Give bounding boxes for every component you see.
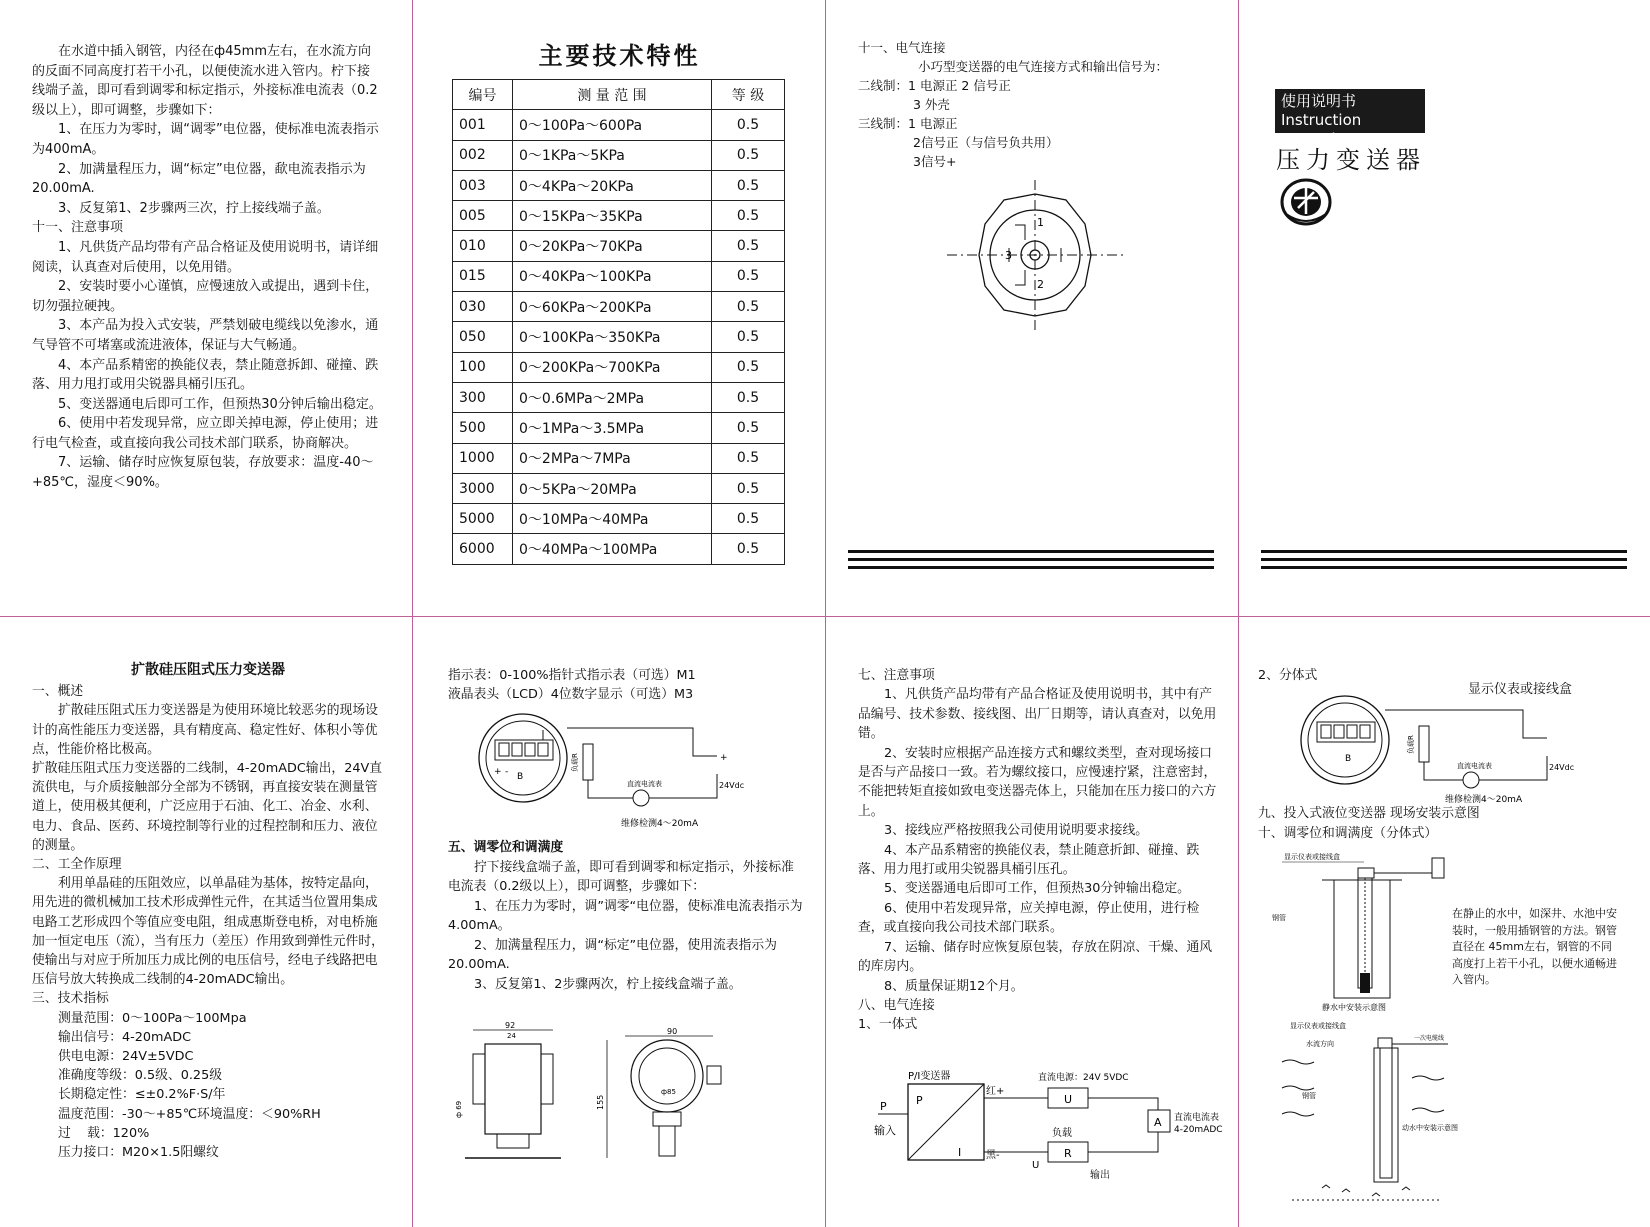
panel-spec-table — [452, 36, 787, 565]
table-row — [453, 443, 785, 473]
table-row — [453, 261, 785, 291]
step: 3、反复第1、2步骤两三次，拧上接线端子盖。 — [58, 200, 330, 216]
table-body — [453, 110, 785, 564]
section-heading: 1、一体式 — [858, 1017, 918, 1033]
fold-line — [825, 0, 826, 1227]
wiring-diagram-integral — [455, 708, 775, 828]
spec-line: 输出信号：4-20mADC — [58, 1029, 192, 1045]
voltage-u-label: U — [1032, 1160, 1040, 1171]
fold-line — [1238, 0, 1239, 1227]
dimension-label: ф85 — [661, 1088, 676, 1096]
note-item: 5、变送器通电后即可工作，但预热30分钟后输出稳定。 — [58, 396, 382, 412]
supply-u-label: U — [1064, 1093, 1073, 1106]
option-line: 指示表：0-100%指针式指示表（可选）M1 — [448, 668, 696, 683]
model-code-cell: 003 — [453, 170, 513, 200]
meter-label: 直流电流表 — [1457, 762, 1492, 770]
ammeter-label: A — [1154, 1116, 1162, 1129]
range-cell: 0～40MPa～100MPa — [513, 534, 712, 564]
output-label: I — [958, 1146, 962, 1159]
range-cell: 0～40KPa～100KPa — [513, 261, 712, 291]
note-item: 7、运输、储存时应恢复原包装，存放在阴凉、干燥、通风的库房内。 — [858, 939, 1213, 975]
table-row — [453, 504, 785, 534]
table-row — [453, 140, 785, 170]
note-item: 4、本产品系精密的换能仪表，禁止随意折卸、碰撞、跌落、用力甩打或用尖锐器具桶引压孔。 — [858, 842, 1200, 878]
section-title: 扩散硅压阻式压力变送器 — [131, 662, 285, 678]
input-label: P — [916, 1094, 923, 1107]
range-cell: 0～2MPa～7MPa — [513, 443, 712, 473]
panel-precautions — [858, 666, 1218, 1035]
column-header: 编号 — [453, 80, 513, 110]
divider — [848, 566, 1214, 569]
model-code-cell: 1000 — [453, 443, 513, 473]
range-cell: 0～1MPa～3.5MPa — [513, 413, 712, 443]
input-caption: 输入 — [874, 1124, 896, 1137]
red-wire-label: 红+ — [986, 1086, 1005, 1097]
spec-line: 压力接口：M20×1.5阳螺纹 — [58, 1145, 219, 1161]
manual-title-cn: 使用说明书 — [1281, 92, 1357, 110]
grade-cell: 0.5 — [712, 322, 785, 352]
table-row — [453, 534, 785, 564]
section-heading: 二、工全作原理 — [32, 857, 122, 873]
calibration-block — [448, 838, 806, 994]
model-code-cell: 002 — [453, 140, 513, 170]
model-code-cell: 050 — [453, 322, 513, 352]
column-header: 等 级 — [712, 80, 785, 110]
supply-label: 24Vdc — [719, 781, 745, 790]
load-label: 负载 — [1052, 1128, 1072, 1139]
section-heading: 十一、注意事项 — [32, 220, 124, 236]
pin-label: 2 — [1037, 278, 1044, 291]
terminal-minus: - — [505, 767, 509, 777]
figure-label: 钢管 — [1302, 1092, 1316, 1100]
manual-title-en: Instruction Manual — [1281, 111, 1362, 148]
model-code-cell: 5000 — [453, 504, 513, 534]
grade-cell: 0.5 — [712, 534, 785, 564]
grade-cell: 0.5 — [712, 352, 785, 382]
step: 2、加满量程压力，调“标定”电位器，使用流表指示为20.00mA. — [448, 937, 777, 972]
pin-label: 1 — [1037, 216, 1044, 229]
note-item: 1、凡供货产品均带有产品合格证及使用说明书，请详细阅读，认真查对后使用，以免用错。 — [32, 239, 379, 275]
spec-line: 准确度等级：0.5级、0.25级 — [58, 1068, 223, 1084]
table-row — [453, 473, 785, 503]
section-heading: 一、概述 — [32, 684, 84, 700]
wiring-text: 2信号正（与信号负共用） — [913, 135, 1059, 150]
fold-line — [412, 0, 413, 1227]
manual-title-box — [1275, 89, 1425, 148]
model-code-cell: 3000 — [453, 473, 513, 503]
spec-line: 长期稳定性：≤±0.2%F·S/年 — [58, 1087, 226, 1103]
grade-cell: 0.5 — [712, 473, 785, 503]
grade-cell: 0.5 — [712, 443, 785, 473]
dimension-label: 24 — [507, 1032, 516, 1040]
range-cell: 0～1KPa～5KPa — [513, 140, 712, 170]
section-heading: 十、调零位和调满度（分体式） — [1258, 826, 1438, 841]
model-code-cell: 010 — [453, 231, 513, 261]
figure-label: 显示仪表或接线盒 — [1284, 853, 1340, 861]
load-label: 负载R — [571, 753, 579, 772]
spec-line: 测量范围：0～100Pa～100Mpa — [58, 1010, 247, 1026]
pin-label: 3 — [1005, 249, 1012, 262]
transmitter-label: P/I变送器 — [908, 1071, 951, 1082]
step: 3、反复第1、2步骤两次，柠上接线盒端子盖。 — [474, 976, 742, 992]
install-headings — [1258, 804, 1618, 844]
table-row — [453, 110, 785, 140]
spec-table — [452, 79, 785, 565]
figure-label: 钢管 — [1272, 914, 1286, 922]
range-cell: 0～15KPa～35KPa — [513, 201, 712, 231]
paragraph: 拧下接线盒端子盖，即可看到调零和标定指示，外接标准电流表（0.2级以上），即可调整，步骤如下： — [448, 859, 794, 894]
panel-electrical — [858, 38, 1218, 171]
note-item: 2、安装时要小心谨慎，应慢速放入或提出，遇到卡住，切勿强拉硬拽。 — [32, 279, 379, 314]
output-caption: 输出 — [1090, 1170, 1110, 1181]
installation-diagram — [1262, 848, 1458, 1218]
panel-wiring-calibration — [448, 666, 808, 704]
dimension-drawing — [455, 1020, 785, 1180]
divider — [1261, 558, 1627, 561]
table-header-row — [453, 80, 785, 110]
grade-cell: 0.5 — [712, 110, 785, 140]
option-line: 液晶表头（LCD）4位数字显示（可选）M3 — [448, 687, 694, 702]
section-heading: 八、电气连接 — [858, 997, 935, 1013]
section-heading: 五、调零位和调满度 — [448, 840, 564, 855]
column-header: 测 量 范 围 — [513, 80, 712, 110]
note-item: 8、质量保证期12个月。 — [884, 978, 1024, 994]
paragraph: 利用单晶硅的压阻效应，以单晶硅为基体，按特定晶向，用先进的微机械加工技术形成弹性元件，在其适当位置用集成电路工艺形成四个等值应变电阻，组成惠斯登电桥，对电桥施加一恒定电压（流），当有压力（差压）作用致到弹性元件时，使输出与对应于所加压力成比例的电压信号，经电子线路把电压信号放大转换成二线制的4-20mADC输出。 — [32, 876, 384, 988]
grade-cell: 0.5 — [712, 201, 785, 231]
paragraph: 扩散硅压阻式压力变送器是为使用环境比较恶劣的现场设计的高性能压力变送器，具有精度高、稳定性好、体积小等优点，性能价格比极高。 — [32, 703, 378, 757]
grade-cell: 0.5 — [712, 261, 785, 291]
paragraph: 扩散硅压阻式压力变送器的二线制，4-20mADC输出，24V直流供电，与介质接触部分全部为不锈钢，再直接安装在测量管道上，使用极其便利，广泛应用于石油、化工、冶金、水利、电力、食品、医药、环境控制等行业的过程控制和压力、液位的测量。 — [32, 761, 383, 853]
divider — [1261, 566, 1627, 569]
figure-label: 水流方向 — [1306, 1040, 1334, 1048]
grade-cell: 0.5 — [712, 231, 785, 261]
divider — [848, 550, 1214, 553]
product-name: 压力变送器 — [1276, 146, 1426, 174]
note-item: 3、接线应严格按照我公司使用说明要求接线。 — [884, 823, 1149, 839]
meter-label: 直流电流表 — [1174, 1113, 1220, 1123]
model-code-cell: 005 — [453, 201, 513, 231]
step: 2、加满量程压力，调“标定”电位器，歃电流表指示为20.00mA. — [32, 161, 366, 197]
figure-label: 显示仪表或接线盒 — [1290, 1022, 1346, 1030]
figure-caption: 动水中安装示意图 — [1402, 1124, 1458, 1132]
dimension-label: 90 — [667, 1027, 678, 1036]
grade-cell: 0.5 — [712, 504, 785, 534]
supply-label: 直流电源：24V 5VDC — [1038, 1073, 1129, 1083]
model-code-cell: 6000 — [453, 534, 513, 564]
section-heading: 十一、电气连接 — [858, 40, 946, 55]
company-logo-icon — [1280, 178, 1332, 226]
terminal-plus: + — [494, 767, 502, 777]
table-row — [453, 201, 785, 231]
section-heading: 九、投入式液位变送器 现场安装示意图 — [1258, 806, 1480, 821]
table-row — [453, 170, 785, 200]
note-item: 4、本产品系精密的换能仪表，禁止随意拆卸、碰撞、跌落、用力甩打或用尖锐器具桶引压孔。 — [32, 357, 379, 393]
section-heading: 七、注意事项 — [858, 668, 935, 683]
supply-label: 24Vdc — [1549, 763, 1575, 772]
dimension-label: ф 69 — [455, 1100, 463, 1118]
table-row — [453, 322, 785, 352]
wiring-text: 3 外壳 — [913, 97, 950, 112]
grade-cell: 0.5 — [712, 292, 785, 322]
divider — [1261, 550, 1627, 553]
note-item: 2、安装时应根据产品连接方式和螺纹类型，查对现场接口是否与产品接口一致。若为螺纹接口，应慢速拧紧，注意密封，不能把转矩直接如致电变送器壳体上，只能加在压力接口的六方上。 — [858, 745, 1217, 819]
model-code-cell: 015 — [453, 261, 513, 291]
maintenance-label: 维修检测4～20mA — [621, 819, 699, 829]
note-item: 7、运输、储存时应恢复原包装，存放要求：温度-40～+85℃，湿度＜90%。 — [32, 455, 374, 491]
fold-line — [0, 616, 1650, 617]
range-cell: 0～200KPa～700KPa — [513, 352, 712, 382]
spec-line: 过 载：120% — [58, 1125, 150, 1141]
figure-caption: 静水中安装示意图 — [1322, 1003, 1386, 1012]
load-label: 负载R — [1407, 735, 1415, 754]
dimension-label: 92 — [505, 1021, 516, 1030]
panel-overview — [32, 661, 384, 1162]
range-cell: 0～100KPa～350KPa — [513, 322, 712, 352]
range-cell: 0～60KPa～200KPa — [513, 292, 712, 322]
meter-label: 直流电流表 — [627, 780, 662, 788]
model-code-cell: 500 — [453, 413, 513, 443]
range-cell: 0～100Pa～600Pa — [513, 110, 712, 140]
range-cell: 0～0.6MPa～2MPa — [513, 382, 712, 412]
note-item: 1、凡供货产品均带有产品合格证及使用说明书，其中有产品编号、技术参数、接线图、出厂日期等，请认真查对，以免用错。 — [858, 687, 1217, 742]
table-row — [453, 382, 785, 412]
black-wire-label: 黑- — [986, 1150, 1000, 1161]
note-item: 3、本产品为投入式安装，严禁划破电缆线以免渗水，通气导管不可堵塞或流进液体，保证与大气畅通。 — [32, 318, 379, 353]
wiring-label: 三线制： — [858, 116, 909, 131]
install-paragraph: 在静止的水中，如深井、水池中安装时，一般用插钢管的方法。钢管直径在 45mm左右，钢管的不同高度打上若干小孔，以便水通畅进入管内。 — [1452, 907, 1617, 986]
grade-cell: 0.5 — [712, 140, 785, 170]
panel-notes-top-left — [32, 42, 382, 493]
resistor-label: R — [1064, 1147, 1072, 1160]
display-label: 显示仪表或接线盒 — [1468, 682, 1573, 697]
figure-label: 一次电缆线 — [1414, 1035, 1445, 1042]
step: 1、在压力为零时，调”调零“电位器，使标准电流表指示为4.00mA。 — [448, 898, 803, 933]
circuit-diagram — [858, 1062, 1223, 1182]
page-title: 主要技术特性 — [538, 42, 701, 70]
wiring-text: 1 电源正 — [908, 116, 958, 131]
table-row — [453, 292, 785, 322]
model-code-cell: 300 — [453, 382, 513, 412]
spec-line: 供电电源：24V±5VDC — [58, 1049, 194, 1065]
grade-cell: 0.5 — [712, 382, 785, 412]
section-heading: 三、技术指标 — [32, 991, 109, 1007]
step: 1、在压力为零时，调“调零”电位器，使标准电流表指示为400mA。 — [32, 122, 379, 157]
range-cell: 0～4KPa～20KPa — [513, 170, 712, 200]
supply-plus: + — [720, 753, 728, 763]
table-row — [453, 413, 785, 443]
input-p-label: P — [880, 1100, 887, 1113]
spec-line: 温度范围：-30～+85℃环境温度：＜90%RH — [58, 1106, 321, 1122]
terminal-b: B — [1345, 754, 1352, 764]
connector-pinout-diagram — [945, 180, 1125, 330]
note-item: 6、使用中若发现异常，应立即关掉电源，停止使用；进行电气检查，或直接向我公司技术部门联系，协商解决。 — [32, 416, 379, 451]
wiring-text: 1 电源正 2 信号正 — [908, 78, 1011, 93]
model-code-cell: 001 — [453, 110, 513, 140]
note-item: 5、变送器通电后即可工作，但预热30分钟输出稳定。 — [884, 881, 1190, 897]
intro-text: 小巧型变送器的电气连接方式和输出信号为： — [918, 59, 1169, 74]
table-row — [453, 352, 785, 382]
maintenance-label: 维修检测4～20mA — [1445, 795, 1523, 805]
dimension-label: 155 — [596, 1094, 605, 1110]
note-item: 6、使用中若发现异常，应关掉电源，停止使用，进行检查，或直接向我公司技术部门联系。 — [858, 900, 1200, 936]
wiring-label: 二线制： — [858, 78, 909, 93]
range-label: 4-20mADC — [1174, 1125, 1223, 1135]
model-code-cell: 100 — [453, 352, 513, 382]
table-row — [453, 231, 785, 261]
divider — [848, 558, 1214, 561]
wiring-diagram-split — [1285, 690, 1585, 806]
model-code-cell: 030 — [453, 292, 513, 322]
wiring-text: 3信号+ — [913, 154, 957, 169]
terminal-b: B — [517, 772, 524, 782]
install-paragraph: 在水道中插入钢管，内径在ф45mm左右，在水流方向的反面不同高度打若干小孔，以便使流水进入管内。柠下接线端子盖，即可看到调零和标定指示，外接标准电流表（0.2级以上），即可调整，步骤如下： — [32, 44, 378, 118]
grade-cell: 0.5 — [712, 170, 785, 200]
range-cell: 0～10MPa～40MPa — [513, 504, 712, 534]
range-cell: 0～20KPa～70KPa — [513, 231, 712, 261]
range-cell: 0～5KPa～20MPa — [513, 473, 712, 503]
section-heading: 2、分体式 — [1258, 668, 1318, 683]
grade-cell: 0.5 — [712, 413, 785, 443]
